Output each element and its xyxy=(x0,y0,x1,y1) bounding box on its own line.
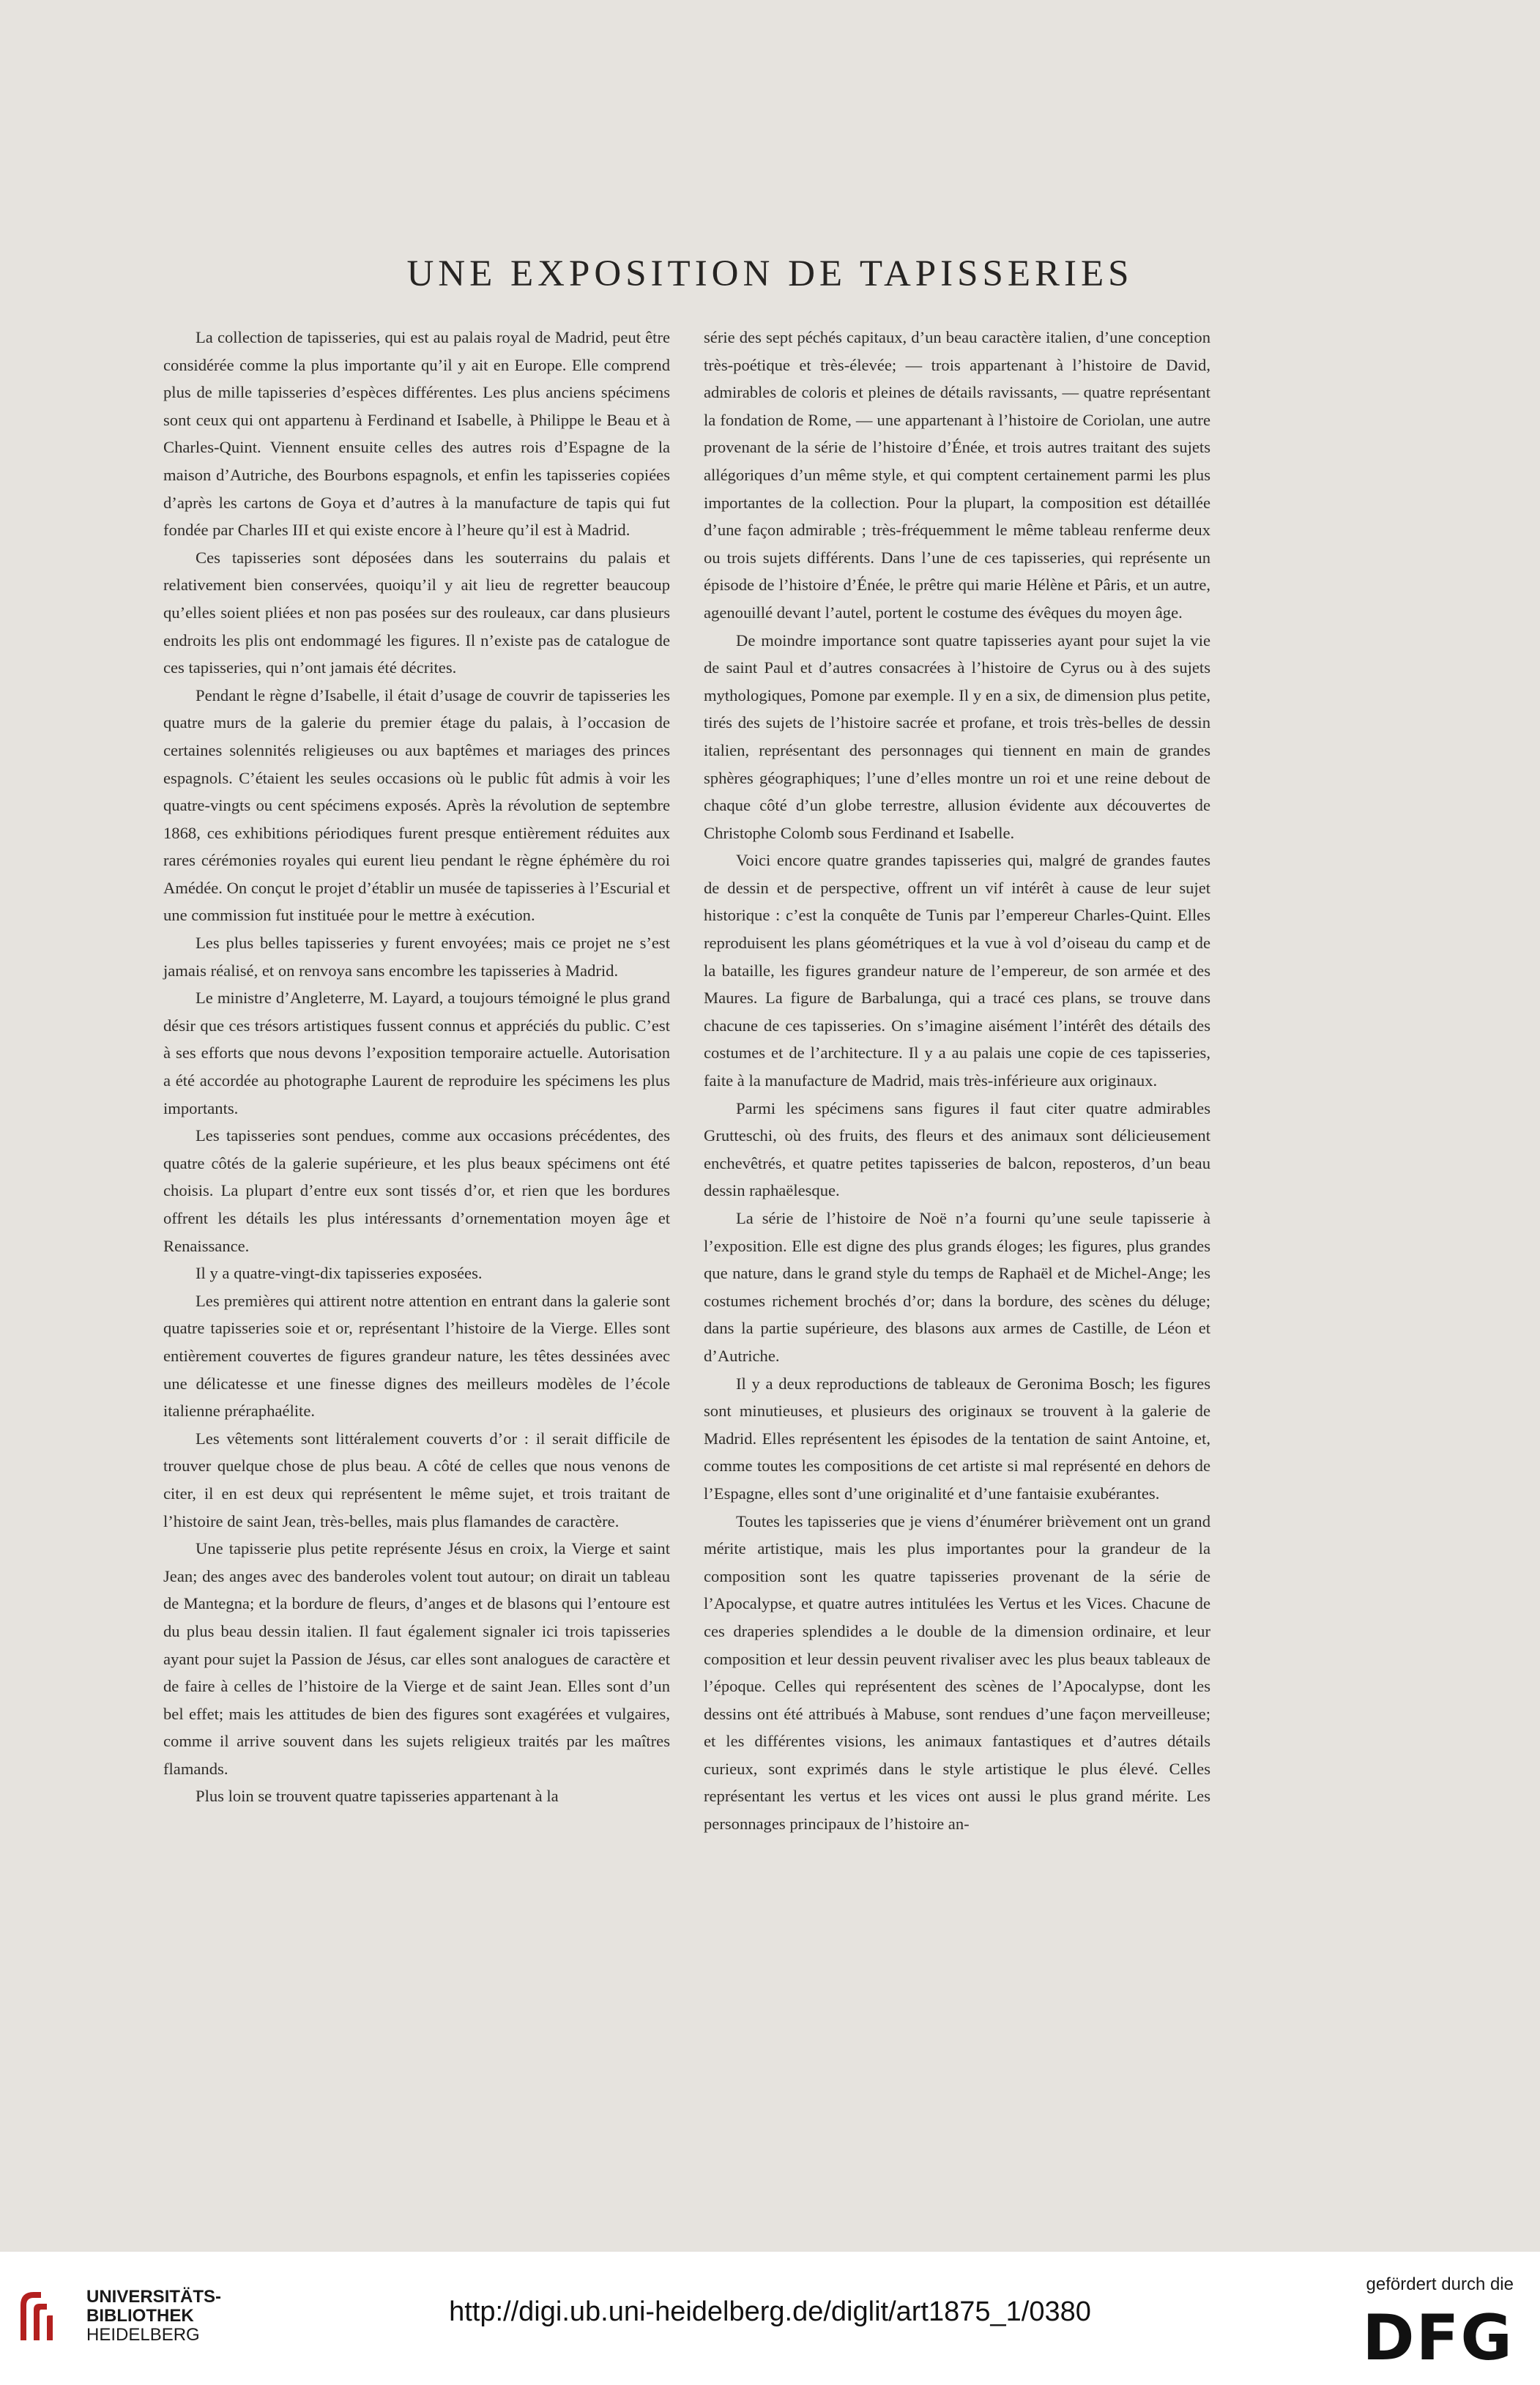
dfg-logo: DFG xyxy=(1362,2302,1514,2375)
paragraph: La collection de tapisseries, qui est au palais royal de Madrid, peut être considérée comme la plus importante qu’il y ait en Europe. Elle comprend plus de mille tapisseries d’espèces différentes. Les plus anciens spécimens sont ceux qui ont appartenu à Ferdinand et Isabelle, à Philippe le Beau et à Charles-Quint. Viennent ensuite celles des autres rois d’Espagne de la maison d’Autriche, des Bourbons espagnols, et enfin les tapisseries copiées d’après les cartons de Goya et d’autres à la manufacture de tapis qui fut fondée par Charles III et qui existe encore à l’heure qu’il est à Madrid. xyxy=(163,328,670,540)
paragraph: Pendant le règne d’Isabelle, il était d’usage de couvrir de tapisseries les quatre murs de la galerie du premier étage du palais, à l’occasion de certaines solennités religieuses ou aux baptêmes et mariages des princes espagnols. C’étaient les seules occasions où le public fût admis à voir les quatre-vingts ou cent spécimens exposés. Après la révolution de septembre 1868, ces exhibitions périodiques furent presque entièrement réduites aux rares cérémonies royales qui eurent lieu pendant le règne éphémère du roi Amédée. On conçut le projet d’établir un musée de tapisseries à l’Escurial et une commission fut instituée pour le mettre à exécution. xyxy=(163,685,670,925)
paragraph: De moindre importance sont quatre tapisseries ayant pour sujet la vie de saint Paul et d’autres consacrées à l’histoire de Cyrus ou à des sujets mythologiques, Pomone par exemple. Il y en a six, de dimension plus petite, tirés des sujets de l’histoire sacrée et profane, et trois très-belles de dessin italien, représentant des personnages qui tiennent en main de grandes sphères géographiques; l’une d’elles montre un roi et une reine debout de chaque côté d’un globe terrestre, allusion évidente aux découvertes de Christophe Colomb sous Ferdinand et Isabelle. xyxy=(704,630,1210,842)
paragraph: Une tapisserie plus petite représente Jésus en croix, la Vierge et saint Jean; des anges avec des banderoles volent tout autour; on dirait un tableau de Mantegna; et la bordure de fleurs, d’anges et de blasons qui l’entoure est du plus beau dessin italien. Il faut également signaler ici trois tapisseries ayant pour sujet la Passion de Jésus, car elles sont analogues de caractère et de faire à celles de l’histoire de la Vierge et de saint Jean. Elles sont d’un bel effet; mais les attitudes de bien des figures sont exagérées et vulgaires, comme il arrive souvent dans les sujets religieux traités par les maîtres flamands. xyxy=(163,1539,670,1778)
right-column xyxy=(704,324,1210,1838)
paragraph: Il y a quatre-vingt-dix tapisseries exposées. xyxy=(196,1264,483,1283)
paragraph: Les plus belles tapisseries y furent envoyées; mais ce projet ne s’est jamais réalisé, et on renvoya sans encombre les tapisseries à Madrid. xyxy=(163,934,670,980)
paragraph: Les premières qui attirent notre attention en entrant dans la galerie sont quatre tapisseries soie et or, représentant l’histoire de la Vierge. Elles sont entièrement couvertes de figures grandeur nature, les têtes dessinées avec une délicatesse et une finesse dignes des meilleurs modèles de l’école italienne préraphaélite. xyxy=(163,1291,670,1421)
funded-by-label: gefördert durch die xyxy=(1366,2274,1514,2294)
library-name-line: HEIDELBERG xyxy=(86,2325,200,2345)
permalink[interactable]: http://digi.ub.uni-heidelberg.de/diglit/art1875_1/0380 xyxy=(449,2296,1091,2327)
paragraph: Parmi les spécimens sans figures il faut citer quatre admirables Grutteschi, où des fruits, des fleurs et des animaux sont délicieusement enchevêtrés, et quatre petites tapisseries de balcon, reposteros, d’un beau dessin raphaëlesque. xyxy=(704,1098,1210,1200)
paragraph: Les tapisseries sont pendues, comme aux occasions précédentes, des quatre côtés de la galerie supérieure, et les plus beaux spécimens ont été choisis. La plupart d’entre eux sont tissés d’or, et rien que les bordures offrent les détails les plus intéressants d’ornementation moyen âge et Renaissance. xyxy=(163,1126,670,1255)
paragraph: Il y a deux reproductions de tableaux de Geronima Bosch; les figures sont minutieuses, et plusieurs des originaux se trouvent à la galerie de Madrid. Elles représentent les épisodes de la tentation de saint Antoine, et, comme toutes les compositions de cet artiste si mal représenté en dehors de l’Espagne, elles sont d’une originalité et d’une fantaisie exubérantes. xyxy=(704,1374,1210,1503)
paragraph: Plus loin se trouvent quatre tapisseries appartenant à la xyxy=(196,1787,559,1806)
library-name-line: UNIVERSITÄTS- xyxy=(86,2287,222,2307)
library-name-line: BIBLIOTHEK xyxy=(86,2306,194,2326)
paragraph: Les vêtements sont littéralement couverts d’or : il serait difficile de trouver quelque chose de plus beau. A côté de celles que nous venons de citer, il en est deux qui représentent le même sujet, et trois traitant de l’histoire de saint Jean, très-belles, mais plus flamandes de caractère. xyxy=(163,1429,670,1530)
article-title: UNE EXPOSITION DE TAPISSERIES xyxy=(406,253,1134,294)
paragraph: Le ministre d’Angleterre, M. Layard, a toujours témoigné le plus grand désir que ces trésors artistiques fussent connus et appréciés du public. C’est à ses efforts que nous devons l’exposition temporaire actuelle. Autorisation a été accordée au photographe Laurent de reproduire les spécimens les plus importants. xyxy=(163,989,670,1117)
paragraph: Voici encore quatre grandes tapisseries qui, malgré de grandes fautes de dessin et de perspective, offrent un vif intérêt à cause de leur sujet historique : c’est la conquête de Tunis par l’empereur Charles-Quint. Elles reproduisent les plans géométriques et la vue à vol d’oiseau du camp et de la bataille, les figures grandeur nature de l’empereur, de son armée et des Maures. La figure de Barbalunga, qui a tracé ces plans, se trouve dans chacune de ces tapisseries. On s’imagine aisément l’intérêt des détails des costumes et de l’architecture. Il y a au palais une copie de ces tapisseries, faite à la manufacture de Madrid, mais très-inférieure aux originaux. xyxy=(704,851,1210,1090)
paragraph: série des sept péchés capitaux, d’un beau caractère italien, d’une conception très-poétique et très-élevée; — trois appartenant à l’histoire de David, admirables de coloris et pleines de détails ravissants, — quatre représentant la fondation de Rome, — une appartenant à l’histoire de Coriolan, une autre provenant de la série de l’histoire d’Énée, et trois autres traitant des sujets allégoriques d’un même style, et qui comptent certainement parmi les plus importantes de la collection. Pour la plupart, la composition est détaillée d’une façon admirable ; très-fréquemment le même tableau renferme deux ou trois sujets différents. Dans l’une de ces tapisseries, qui représente un épisode de l’histoire d’Énée, le prêtre qui marie Hélène et Pâris, et un autre, agenouillé devant l’autel, portent le costume des évêques du moyen âge. xyxy=(704,328,1210,622)
paragraph: Toutes les tapisseries que je viens d’énumérer brièvement ont un grand mérite artistique, mais les plus importantes pour la grandeur de la composition sont les quatre tapisseries provenant de la série de l’Apocalypse, et quatre autres intitulées les Vertus et les Vices. Chacune de ces draperies splendides a le double de la dimension ordinaire, et leur composition et leur dessin peuvent rivaliser avec les plus beaux tableaux de l’époque. Celles qui représentent des scènes de l’Apocalypse, dont les dessins ont été attribués à Mabuse, sont rendues d’une façon merveilleuse; et les différentes visions, les animaux fantastiques et d’autres détails curieux, sont exprimés dans le style artistique le plus élevé. Celles représentant les vertus et les vices ont aussi le plus grand mérite. Les personnages principaux de l’histoire an- xyxy=(704,1511,1210,1834)
left-column xyxy=(163,324,670,1810)
paragraph: Ces tapisseries sont déposées dans les souterrains du palais et relativement bien conservées, quoiqu’il y ait lieu de regretter beaucoup qu’elles soient pliées et non pas posées sur des rouleaux, car dans plusieurs endroits les plis ont endommagé les figures. Il n’existe pas de catalogue de ces tapisseries, qui n’ont jamais été décrites. xyxy=(163,548,670,677)
paragraph: La série de l’histoire de Noë n’a fourni qu’une seule tapisserie à l’exposition. Elle est digne des plus grands éloges; les figures, plus grandes que nature, dans le grand style du temps de Raphaël et de Michel-Ange; les costumes richement brochés d’or; dans la bordure, des scènes du déluge; dans la partie supérieure, des blasons aux armes de Castille, de Léon et d’Autriche. xyxy=(704,1209,1210,1365)
